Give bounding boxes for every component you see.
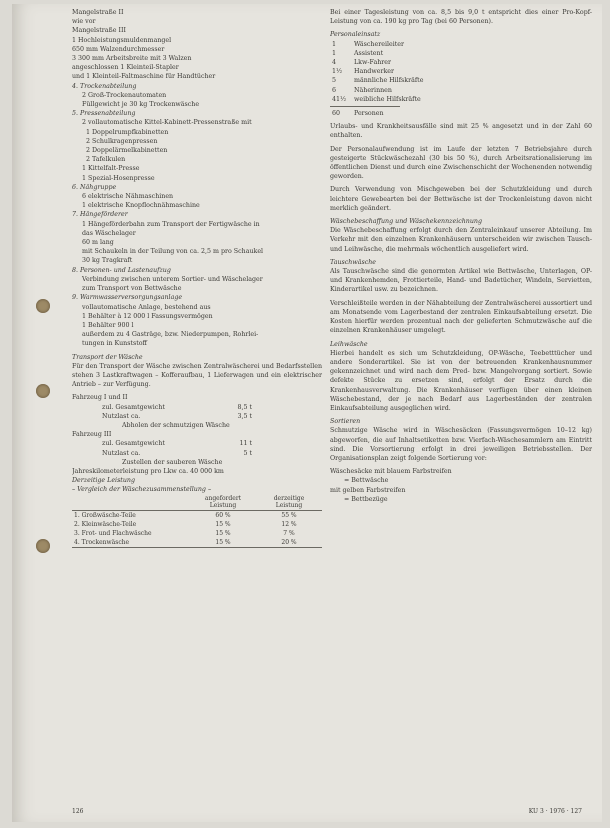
list-item: außerdem zu 4 Gasträge, bzw. Niederpumpen, Rohrlei-	[82, 331, 259, 339]
personnel-count: 1	[332, 40, 337, 48]
page	[12, 4, 602, 822]
left-column	[72, 8, 322, 548]
list-item: zum Transport von Bettwäsche	[82, 285, 182, 293]
table-header-row	[72, 495, 322, 511]
spec-label: Nutzlast ca.	[102, 449, 141, 457]
table-row	[72, 520, 322, 529]
sorting-list	[330, 467, 592, 504]
personnel-count: 41½	[332, 95, 347, 103]
comparison-table	[72, 495, 322, 549]
personnel-role: Näherinnen	[354, 86, 392, 94]
vehicle-group-1-specs	[72, 403, 322, 421]
table-cell-label: 1. Großwäsche-Teile	[74, 511, 136, 519]
table-row	[72, 529, 322, 538]
paragraph: Durch Verwendung von Mischgeweben bei der Schutzkleidung und durch leichtere Gewebearten bei der Bettwäsche ist der Trockenleistung davon nicht merklich geändert.	[330, 186, 592, 212]
personnel-count: 5	[332, 77, 337, 85]
list-item: 2 Groß-Trockenautomaten	[82, 91, 167, 99]
list-item: 1 Doppelrumpfkabinetten	[86, 128, 169, 136]
spec-row	[72, 403, 322, 412]
personnel-role: Handwerker	[354, 68, 395, 76]
personnel-row	[330, 76, 592, 85]
list-item: 2 Schulkragenpressen	[86, 137, 158, 145]
vehicle-group-1-label: Fahrzeug I und II	[72, 394, 128, 402]
personnel-row	[330, 40, 592, 49]
list-item: mit gelben Farbstreifen	[330, 486, 406, 494]
personnel-total-count: 60	[332, 110, 341, 118]
paragraph: Als Tauschwäsche sind die genormten Artikel wie Bettwäsche, Unterlagen, OP- und Krankenhemden, Frottierteile, Hand- und Badetücher, Windeln, Servietten, Kinderartikel usw. zu bezeichnen.	[330, 268, 592, 294]
list-item: = Bettwäsche	[344, 477, 389, 485]
list-item: Verbindung zwischen unterem Sortier- und Wäschelager	[82, 275, 263, 283]
vehicle-group-2-label: Fahrzeug III	[72, 431, 112, 439]
list-item: 1 Kittelfalt-Presse	[82, 165, 140, 173]
list-item: und 1 Kleinteil-Faltmaschine für Handtücher	[72, 73, 216, 81]
list-item: mit Schaukeln in der Teilung von ca. 2,5 m pro Schaukel	[82, 248, 264, 256]
table-cell-label: 3. Frot- und Flachwäsche	[74, 529, 152, 537]
personnel-count: 6	[332, 86, 337, 94]
list-item: 3 300 mm Arbeitsbreite mit 3 Walzen	[72, 55, 192, 63]
table-cell-value: 15 %	[215, 520, 231, 528]
table-cell-value: 15 %	[190, 538, 256, 548]
list-item: = Bettbezüge	[344, 495, 388, 503]
paragraph: Hierbei handelt es sich um Schutzkleidung, OP-Wäsche, Teebetttücher und andere Sonderartikel. Sie ist von der betreuenden Krankenhausnummer gekennzeichnet und wird nach dem Pred- bzw. Mangelvorgang sortiert. Sowie defekte Stücke zu ersetzen sind, erfolgt der Ersatz durch die Krankenhausverwaltung. Die Krankenhäuser verfügen über einen kleinen Wäschebestand, der je nach Bedarf aus Lagerbeständen der zentralen Einkaufsabteilung ausgeglichen wird.	[330, 349, 592, 412]
list-item: 1 Behälter à 12 000 l Fassungsvermögen	[82, 312, 213, 320]
list-item: 1 Spezial-Hosenpresse	[82, 174, 155, 182]
section-heading: Wäschebeschaffung und Wäschekennzeichnung	[330, 218, 483, 226]
list-item: vollautomatische Anlage, bestehend aus	[82, 303, 211, 311]
spec-value: 5 t	[243, 449, 252, 457]
table-cell-value: 7 %	[283, 529, 295, 537]
spec-row	[72, 412, 322, 421]
paragraph: Schmutzige Wäsche wird in Wäschesäcken (Fassungsvermögen 10–12 kg) abgeworfen, die auf Inhaltsetiketten bzw. Vierfach-Wäschesammlern am Eintritt sind. Die Vorsortierung erfolgt in drei jeweiligen Betriebsstellen. Der Organisationsplan zeigt folgende Sortierung vor:	[330, 427, 592, 462]
table-header: angefordert Leistung	[190, 495, 256, 511]
list-item: 650 mm Walzendurchmesser	[72, 45, 165, 53]
table-cell-value: 55 %	[281, 511, 297, 519]
personnel-row	[330, 49, 592, 58]
table-cell-value: 15 %	[215, 529, 231, 537]
personnel-row	[330, 95, 592, 104]
section-heading: 9. Warmwasserversorgungsanlage	[72, 294, 183, 302]
section-heading: 7. Hängeförderer	[72, 211, 128, 219]
personnel-count: 1	[332, 49, 337, 57]
list-item: Mangelstraße II	[72, 9, 124, 16]
personnel-role: männliche Hilfskräfte	[354, 77, 424, 85]
paragraph: Urlaubs- und Krankheitsausfälle sind mit 25 % angesetzt und in der Zahl 60 enthalten.	[330, 123, 592, 140]
list-item: 2 Doppelärmelkabinetten	[86, 147, 168, 155]
section-heading: 5. Pressenabteilung	[72, 110, 136, 118]
right-column	[330, 8, 592, 504]
capacity-heading: Derzeitige Leistung	[72, 477, 135, 485]
spec-label: Nutzlast ca.	[102, 412, 141, 420]
list-item: 30 kg Tragkraft	[82, 257, 133, 265]
personnel-total	[330, 109, 592, 118]
vehicle-group-1-note: Abholen der schmutzigen Wäsche	[122, 421, 230, 429]
intro-paragraph: Bei einer Tagesleistung von ca. 8,5 bis 9,0 t entspricht dies einer Pro-Kopf-Leistung von ca. 190 kg pro Tag (bei 60 Personen).	[330, 9, 592, 26]
personnel-count: 4	[332, 59, 337, 67]
spec-row	[72, 449, 322, 458]
list-item: 1 Hängeförderbahn zum Transport der Fertigwäsche in	[82, 220, 260, 228]
spec-label: zul. Gesamtgewicht	[102, 440, 165, 448]
yearly-mileage: Jahreskilometerleistung pro Lkw ca. 40 000 km	[72, 467, 224, 475]
table-cell-value: 12 %	[281, 520, 297, 528]
paragraph: Der Personalaufwendung ist im Laufe der letzten 7 Betriebsjahre durch gesteigerte Stückwäschezahl (30 bis 50 %), durch Arbeitsrationalisierung im öffentlichen Dienst und durch eine Zwischenschicht der Wochenenden notwendig geworden.	[330, 145, 592, 181]
personnel-total-label: Personen	[354, 110, 384, 118]
personnel-list	[330, 40, 592, 104]
paragraph: Verschleißteile werden in der Nähabteilung der Zentralwäscherei aussortiert und am Monatsende vom Lagerbestand der zentralen Einkaufsabteilung ersetzt. Die Kosten hierfür werden prozentual nach der gelieferten Schmutzwäsche auf die einzelnen Krankenhäuser umgelegt.	[330, 299, 592, 335]
issue-reference: KU 3 · 1976 · 127	[528, 808, 582, 815]
table-cell-value: 20 %	[256, 538, 322, 548]
spec-row	[72, 439, 322, 448]
list-item: 1 elektrische Knopflochnähmaschine	[82, 202, 200, 210]
personnel-role: Lkw-Fahrer	[354, 59, 392, 67]
table-row	[72, 510, 322, 520]
section-heading: Leihwäsche	[330, 340, 368, 348]
list-item: 60 m lang	[82, 239, 114, 247]
personnel-role: Wäschereileiter	[354, 40, 404, 48]
right-text-body	[330, 122, 592, 463]
page-number: 126	[72, 808, 84, 815]
table-cell-label: 4. Trockenwäsche	[72, 538, 190, 548]
spec-value: 8,5 t	[237, 403, 252, 411]
list-item: 2 vollautomatische Kittel-Kabinett-Pressenstraße mit	[82, 119, 252, 127]
personnel-row	[330, 86, 592, 95]
vehicle-group-2-specs	[72, 439, 322, 457]
table-cell-label: 2. Kleinwäsche-Teile	[74, 520, 137, 528]
table-header	[72, 495, 190, 511]
personnel-role: Assistent	[354, 49, 384, 57]
list-item: Füllgewicht je 30 kg Trockenwäsche	[82, 101, 200, 109]
transport-heading: Transport der Wäsche	[72, 353, 143, 361]
section-heading: 6. Nähgruppe	[72, 183, 117, 191]
list-item: 1 Hochleistungsmuldenmangel	[72, 36, 172, 44]
punch-hole-mark	[36, 299, 50, 313]
list-item: das Wäschelager	[82, 229, 136, 237]
spec-value: 3,5 t	[237, 412, 252, 420]
punch-hole-mark	[36, 539, 50, 553]
list-item: Mangelstraße III	[72, 27, 126, 35]
list-item: Wäschesäcke mit blauem Farbstreifen	[330, 468, 452, 476]
list-item: 1 Behälter 900 l	[82, 321, 134, 329]
list-item: angeschlossen 1 Kleinteil-Stapler	[72, 64, 179, 72]
transport-text: Für den Transport der Wäsche zwischen Zentralwäscherei und Bedarfsstellen stehen 3 Lastkraftwagen – Kofferaufbau, 1 Lieferwagen und ein elektrischer Antrieb – zur Verfügung.	[72, 362, 322, 389]
section-heading: Tauschwäsche	[330, 258, 377, 266]
list-item: 6 elektrische Nähmaschinen	[82, 193, 174, 201]
personnel-heading: Personaleinsatz	[330, 31, 381, 39]
section-heading: Sortieren	[330, 418, 361, 426]
vehicle-group-2-note: Zustellen der sauberen Wäsche	[122, 458, 223, 466]
table-row	[72, 538, 322, 548]
punch-hole-mark	[36, 384, 50, 398]
section-heading: 4. Trockenabteilung	[72, 82, 137, 90]
spec-value: 11 t	[239, 440, 252, 448]
personnel-row	[330, 67, 592, 76]
list-item: wie vor	[72, 18, 96, 26]
equipment-list	[72, 8, 322, 349]
paragraph: Die Wäschebeschaffung erfolgt durch den Zentraleinkauf unserer Abteilung. Im Verkehr mit den einzelnen Krankenhäusern unterscheiden wir zwischen Tausch- und Leihwäsche, die mehrmals wöchentlich ausgeliefert wird.	[330, 227, 592, 253]
comparison-heading: – Vergleich der Wäschezusammenstellung –	[72, 486, 212, 494]
personnel-row	[330, 58, 592, 67]
spec-label: zul. Gesamtgewicht	[102, 403, 165, 411]
list-item: 2 Tafelkulen	[86, 156, 126, 164]
table-header: derzeitige Leistung	[256, 495, 322, 511]
table-cell-value: 60 %	[215, 511, 231, 519]
list-item: tungen in Kunststoff	[82, 340, 147, 348]
personnel-count: 1½	[332, 68, 343, 76]
personnel-role: weibliche Hilfskräfte	[354, 95, 421, 103]
section-heading: 8. Personen- und Lastenaufzug	[72, 266, 171, 274]
